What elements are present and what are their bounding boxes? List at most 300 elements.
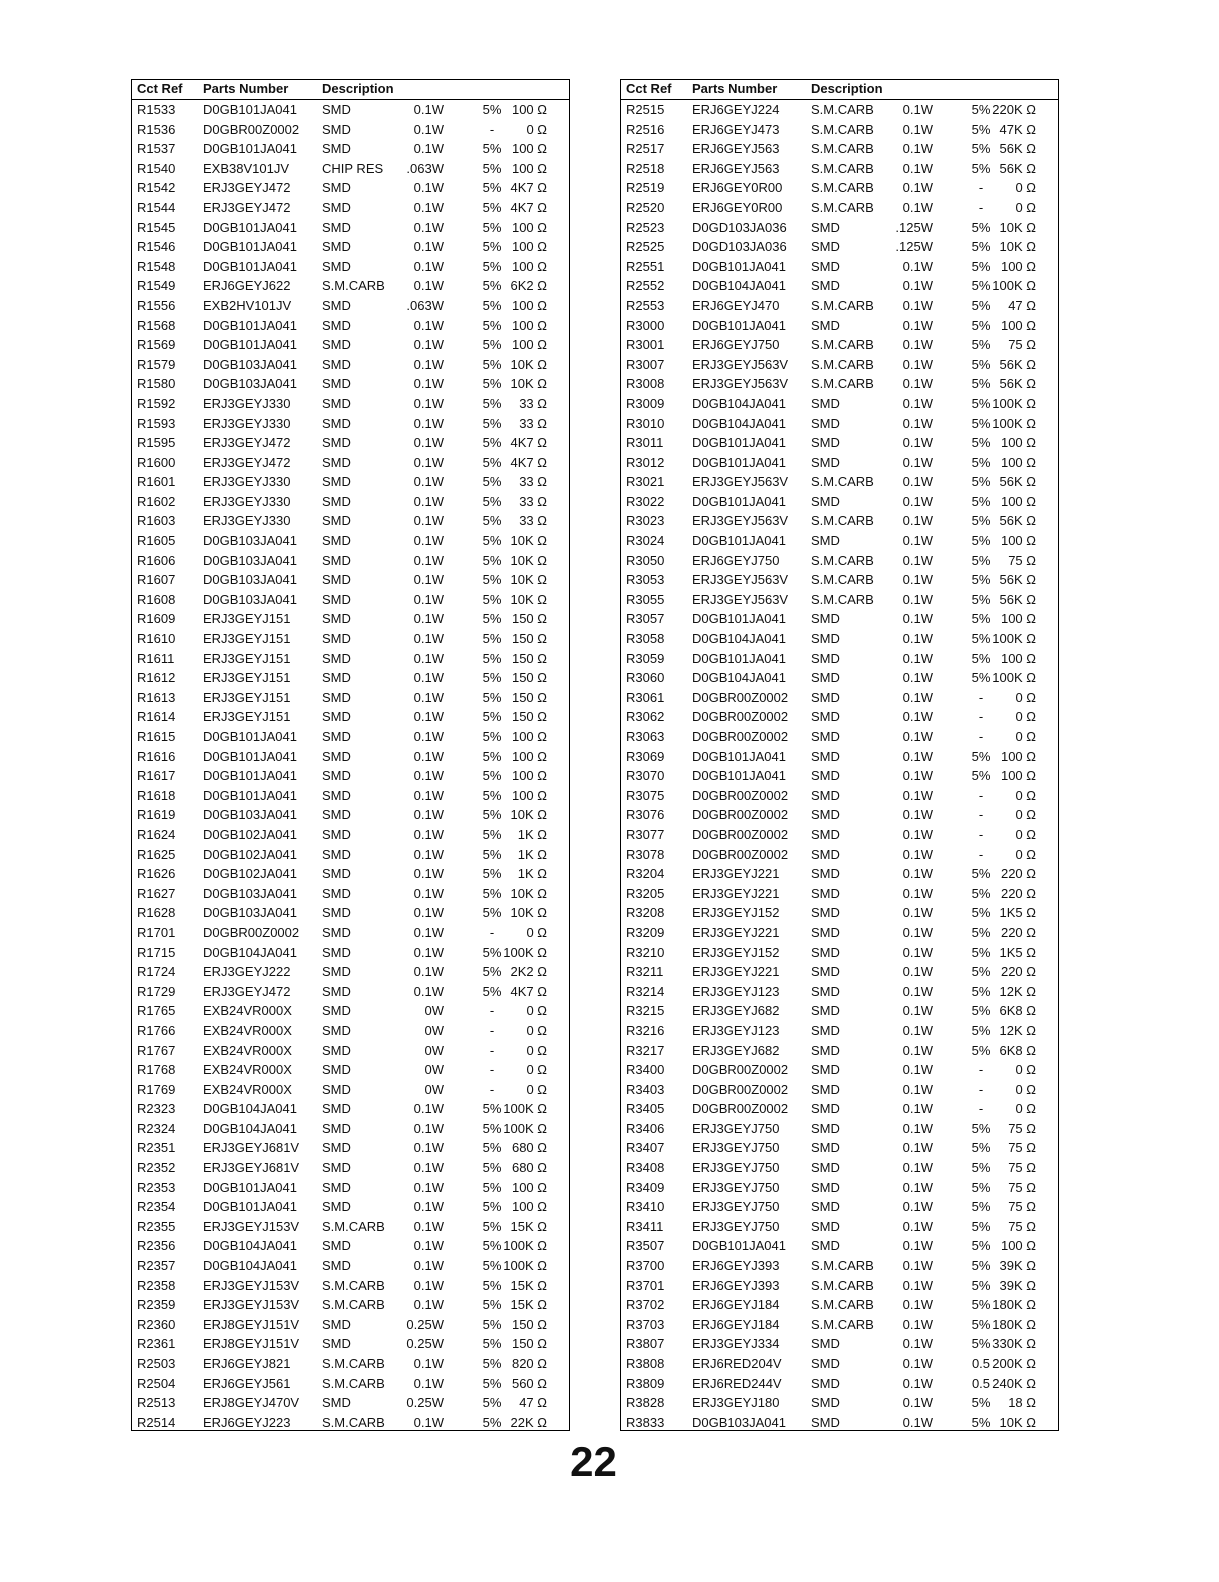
power-rating-cell: 0.1W: [902, 866, 933, 882]
tolerance-cell: 5%: [482, 552, 502, 568]
parts-number-cell: ERJ3GEYJ151: [203, 611, 291, 627]
value-cell: 200K Ω: [992, 1356, 1036, 1371]
description-cell: SMD: [322, 493, 351, 509]
tolerance-cell: 5%: [971, 1042, 991, 1058]
tolerance-cell: 5%: [971, 1022, 991, 1038]
power-rating-cell: 0.1W: [413, 415, 444, 431]
power-rating-cell: 0.25W: [406, 1316, 444, 1332]
table-row: [132, 943, 569, 963]
parts-number-cell: D0GB104JA041: [203, 1258, 297, 1274]
value-cell: 0 Ω: [526, 1003, 547, 1019]
tolerance-cell: 5%: [971, 924, 991, 940]
cct-ref-cell: R1617: [137, 768, 176, 784]
table-row: [621, 355, 1058, 375]
description-cell: SMD: [811, 395, 840, 411]
power-rating-cell: 0.1W: [902, 376, 933, 392]
table-row: [132, 982, 569, 1002]
table-row: [621, 414, 1058, 434]
value-cell: 0 Ω: [526, 1062, 547, 1078]
cct-ref-cell: R3215: [626, 1003, 665, 1019]
parts-number-cell: D0GB103JA041: [692, 1414, 786, 1430]
tolerance-cell: 5%: [971, 395, 991, 411]
cct-ref-cell: R1600: [137, 454, 176, 470]
power-rating-cell: 0.1W: [413, 513, 444, 529]
table-row: [132, 1178, 569, 1198]
tolerance-cell: -: [489, 924, 495, 940]
description-cell: SMD: [322, 1258, 351, 1274]
description-cell: SMD: [811, 611, 840, 627]
cct-ref-cell: R1613: [137, 689, 176, 705]
power-rating-cell: 0.1W: [902, 258, 933, 274]
header-cct-ref: Cct Ref: [137, 81, 183, 96]
value-cell: 47 Ω: [519, 1395, 547, 1411]
description-cell: SMD: [811, 1414, 840, 1430]
table-header: [621, 80, 1058, 100]
tolerance-cell: 5%: [971, 1336, 991, 1352]
power-rating-cell: 0.1W: [413, 121, 444, 137]
parts-number-cell: ERJ3GEYJ563V: [692, 572, 789, 588]
tolerance-cell: 5%: [482, 415, 502, 431]
tolerance-cell: 5%: [482, 611, 502, 627]
cct-ref-cell: R3828: [626, 1395, 665, 1411]
parts-number-cell: D0GBR00Z0002: [692, 689, 789, 705]
tolerance-cell: 5%: [971, 1277, 991, 1293]
value-cell: 0 Ω: [1015, 709, 1036, 725]
tolerance-cell: 5%: [482, 787, 502, 803]
table-row: [132, 316, 569, 336]
table-row: [621, 1374, 1058, 1394]
description-cell: SMD: [322, 1179, 351, 1195]
table-row: [132, 1413, 569, 1433]
table-row: [621, 472, 1058, 492]
value-cell: 0 Ω: [526, 1081, 547, 1097]
description-cell: SMD: [811, 768, 840, 784]
value-cell: 100K Ω: [503, 1258, 547, 1274]
description-cell: S.M.CARB: [811, 376, 874, 392]
parts-number-cell: ERJ3GEYJ330: [203, 493, 291, 509]
description-cell: SMD: [811, 670, 840, 686]
description-cell: SMD: [322, 1238, 351, 1254]
cct-ref-cell: R1626: [137, 866, 176, 882]
value-cell: 150 Ω: [511, 1316, 547, 1332]
description-cell: S.M.CARB: [811, 1316, 874, 1332]
table-row: [621, 492, 1058, 512]
tolerance-cell: 5%: [971, 1218, 991, 1234]
tolerance-cell: 5%: [971, 1297, 991, 1313]
description-cell: SMD: [811, 415, 840, 431]
power-rating-cell: 0.1W: [902, 1199, 933, 1215]
tolerance-cell: 5%: [971, 415, 991, 431]
power-rating-cell: 0.1W: [902, 572, 933, 588]
description-cell: SMD: [322, 102, 351, 117]
table-row: [621, 982, 1058, 1002]
tolerance-cell: 5%: [482, 1356, 502, 1371]
table-row: [132, 1158, 569, 1178]
power-rating-cell: .125W: [895, 239, 933, 255]
value-cell: 100 Ω: [511, 337, 547, 353]
cct-ref-cell: R1701: [137, 924, 176, 940]
power-rating-cell: 0.1W: [902, 1062, 933, 1078]
cct-ref-cell: R1569: [137, 337, 176, 353]
power-rating-cell: 0.1W: [902, 964, 933, 980]
table-row: [621, 649, 1058, 669]
tolerance-cell: 5%: [482, 474, 502, 490]
cct-ref-cell: R1618: [137, 787, 176, 803]
table-row: [621, 1158, 1058, 1178]
cct-ref-cell: R1611: [137, 650, 175, 666]
power-rating-cell: .063W: [406, 160, 444, 176]
table-row: [132, 1138, 569, 1158]
table-row: [621, 903, 1058, 923]
table-row: [132, 884, 569, 904]
parts-number-cell: ERJ3GEYJ180: [692, 1395, 780, 1411]
parts-number-cell: ERJ3GEYJ750: [692, 1140, 780, 1156]
power-rating-cell: 0.1W: [902, 885, 933, 901]
value-cell: 4K7 Ω: [510, 454, 547, 470]
description-cell: S.M.CARB: [322, 278, 385, 294]
cct-ref-cell: R1533: [137, 102, 176, 117]
power-rating-cell: 0.1W: [902, 650, 933, 666]
cct-ref-cell: R3400: [626, 1062, 665, 1078]
value-cell: 22K Ω: [510, 1414, 547, 1430]
description-cell: SMD: [811, 689, 840, 705]
cct-ref-cell: R1628: [137, 905, 176, 921]
description-cell: S.M.CARB: [322, 1375, 385, 1391]
parts-number-cell: D0GBR00Z0002: [692, 846, 789, 862]
table-row: [621, 139, 1058, 159]
table-row: [621, 531, 1058, 551]
description-cell: SMD: [811, 866, 840, 882]
parts-number-cell: ERJ3GEYJ334: [692, 1336, 780, 1352]
power-rating-cell: 0.1W: [902, 121, 933, 137]
table-row: [132, 688, 569, 708]
value-cell: 100 Ω: [511, 219, 547, 235]
table-row: [132, 178, 569, 198]
cct-ref-cell: R2514: [137, 1414, 176, 1430]
parts-number-cell: D0GB103JA041: [203, 533, 297, 549]
parts-number-cell: D0GB103JA041: [203, 591, 297, 607]
table-row: [621, 453, 1058, 473]
value-cell: 1K5 Ω: [999, 944, 1036, 960]
cct-ref-cell: R3408: [626, 1160, 665, 1176]
power-rating-cell: 0.1W: [902, 180, 933, 196]
description-cell: S.M.CARB: [322, 1414, 385, 1430]
power-rating-cell: 0.1W: [413, 1199, 444, 1215]
value-cell: 75 Ω: [1008, 1120, 1036, 1136]
power-rating-cell: 0.1W: [902, 1238, 933, 1254]
parts-number-cell: EXB2HV101JV: [203, 297, 292, 313]
parts-number-cell: ERJ6GEYJ184: [692, 1297, 780, 1313]
cct-ref-cell: R2553: [626, 297, 665, 313]
value-cell: 0 Ω: [1015, 846, 1036, 862]
table-row: [621, 1413, 1058, 1433]
cct-ref-cell: R3410: [626, 1199, 665, 1215]
parts-number-cell: ERJ6GEYJ563: [692, 141, 780, 157]
tolerance-cell: 0.5: [971, 1356, 991, 1371]
tolerance-cell: -: [489, 1062, 495, 1078]
cct-ref-cell: R3210: [626, 944, 665, 960]
parts-number-cell: ERJ6RED204V: [692, 1356, 782, 1371]
table-row: [621, 1295, 1058, 1315]
cct-ref-cell: R3021: [626, 474, 665, 490]
tolerance-cell: 5%: [482, 1140, 502, 1156]
power-rating-cell: 0.1W: [413, 1277, 444, 1293]
table-row: [132, 433, 569, 453]
cct-ref-cell: R3403: [626, 1081, 665, 1097]
parts-number-cell: ERJ6GEYJ393: [692, 1258, 780, 1274]
tolerance-cell: 5%: [482, 631, 502, 647]
table-row: [621, 316, 1058, 336]
description-cell: SMD: [811, 905, 840, 921]
value-cell: 56K Ω: [999, 513, 1036, 529]
value-cell: 0 Ω: [526, 1042, 547, 1058]
description-cell: SMD: [811, 1356, 840, 1371]
table-row: [132, 1236, 569, 1256]
parts-number-cell: D0GB101JA041: [692, 258, 786, 274]
power-rating-cell: 0.25W: [406, 1395, 444, 1411]
power-rating-cell: 0.1W: [902, 1081, 933, 1097]
table-row: [132, 453, 569, 473]
cct-ref-cell: R1610: [137, 631, 176, 647]
table-row: [132, 531, 569, 551]
table-row: [132, 1197, 569, 1217]
table-row: [132, 335, 569, 355]
power-rating-cell: 0.25W: [406, 1336, 444, 1352]
value-cell: 100 Ω: [511, 1179, 547, 1195]
table-row: [132, 786, 569, 806]
value-cell: 0 Ω: [526, 121, 547, 137]
cct-ref-cell: R2513: [137, 1395, 176, 1411]
header-parts-number: Parts Number: [692, 81, 778, 96]
value-cell: 1K Ω: [517, 846, 547, 862]
cct-ref-cell: R1595: [137, 435, 176, 451]
parts-number-cell: ERJ3GEYJ682: [692, 1003, 780, 1019]
parts-number-cell: ERJ3GEYJ151: [203, 631, 291, 647]
cct-ref-cell: R1715: [137, 944, 176, 960]
cct-ref-cell: R2352: [137, 1160, 176, 1176]
cct-ref-cell: R3216: [626, 1022, 665, 1038]
value-cell: 100K Ω: [503, 1238, 547, 1254]
table-row: [621, 629, 1058, 649]
cct-ref-cell: R1609: [137, 611, 176, 627]
tolerance-cell: 5%: [971, 1238, 991, 1254]
value-cell: 0 Ω: [1015, 689, 1036, 705]
parts-number-cell: ERJ6GEYJ223: [203, 1414, 291, 1430]
tolerance-cell: 5%: [971, 297, 991, 313]
description-cell: SMD: [811, 729, 840, 744]
power-rating-cell: 0W: [424, 1081, 444, 1097]
table-row: [621, 805, 1058, 825]
tolerance-cell: 5%: [971, 611, 991, 627]
parts-number-cell: ERJ3GEYJ750: [692, 1160, 780, 1176]
parts-number-cell: ERJ3GEYJ472: [203, 983, 291, 999]
header-cct-ref: Cct Ref: [626, 81, 672, 96]
table-row: [132, 609, 569, 629]
tolerance-cell: 5%: [971, 1395, 991, 1411]
description-cell: S.M.CARB: [811, 513, 874, 529]
description-cell: SMD: [322, 1062, 351, 1078]
tolerance-cell: 5%: [482, 356, 502, 372]
description-cell: SMD: [322, 611, 351, 627]
power-rating-cell: 0.1W: [902, 1356, 933, 1371]
description-cell: SMD: [322, 964, 351, 980]
value-cell: 75 Ω: [1008, 337, 1036, 353]
table-row: [621, 1119, 1058, 1139]
description-cell: SMD: [811, 435, 840, 451]
table-row: [621, 178, 1058, 198]
parts-number-cell: ERJ6GEYJ622: [203, 278, 291, 294]
value-cell: 100 Ω: [511, 297, 547, 313]
description-cell: SMD: [322, 1042, 351, 1058]
value-cell: 100 Ω: [511, 748, 547, 764]
value-cell: 10K Ω: [999, 1414, 1036, 1430]
cct-ref-cell: R3807: [626, 1336, 665, 1352]
power-rating-cell: 0.1W: [902, 768, 933, 784]
value-cell: 10K Ω: [510, 376, 547, 392]
description-cell: S.M.CARB: [811, 572, 874, 588]
parts-number-cell: D0GB104JA041: [203, 1101, 297, 1117]
value-cell: 15K Ω: [510, 1297, 547, 1313]
parts-number-cell: D0GD103JA036: [692, 219, 787, 235]
description-cell: SMD: [811, 258, 840, 274]
table-row: [132, 139, 569, 159]
parts-number-cell: ERJ6GEY0R00: [692, 180, 783, 196]
description-cell: SMD: [322, 924, 351, 940]
tolerance-cell: 5%: [482, 297, 502, 313]
power-rating-cell: 0.1W: [902, 513, 933, 529]
parts-number-cell: ERJ3GEYJ151: [203, 670, 291, 686]
cct-ref-cell: R3001: [626, 337, 665, 353]
description-cell: SMD: [811, 317, 840, 333]
parts-number-cell: D0GB101JA041: [203, 141, 297, 157]
tolerance-cell: -: [489, 1081, 495, 1097]
parts-number-cell: D0GB101JA041: [203, 787, 297, 803]
description-cell: SMD: [811, 846, 840, 862]
tolerance-cell: -: [978, 199, 984, 215]
power-rating-cell: 0.1W: [902, 944, 933, 960]
parts-number-cell: ERJ6GEY0R00: [692, 199, 783, 215]
tolerance-cell: 5%: [482, 1375, 502, 1391]
tolerance-cell: -: [489, 1003, 495, 1019]
tolerance-cell: 5%: [482, 905, 502, 921]
description-cell: SMD: [811, 631, 840, 647]
power-rating-cell: 0.1W: [413, 670, 444, 686]
value-cell: 0 Ω: [1015, 826, 1036, 842]
cct-ref-cell: R3217: [626, 1042, 665, 1058]
power-rating-cell: 0.1W: [413, 493, 444, 509]
table-row: [132, 472, 569, 492]
parts-number-cell: ERJ3GEYJ682: [692, 1042, 780, 1058]
description-cell: SMD: [322, 591, 351, 607]
tolerance-cell: 5%: [971, 768, 991, 784]
power-rating-cell: 0.1W: [413, 141, 444, 157]
value-cell: 100 Ω: [1000, 258, 1036, 274]
parts-number-cell: ERJ3GEYJ563V: [692, 356, 789, 372]
tolerance-cell: -: [978, 1101, 984, 1117]
parts-number-cell: D0GB104JA041: [692, 631, 786, 647]
cct-ref-cell: R3010: [626, 415, 665, 431]
cct-ref-cell: R1769: [137, 1081, 176, 1097]
description-cell: SMD: [811, 1375, 840, 1391]
tolerance-cell: 5%: [971, 141, 991, 157]
power-rating-cell: 0.1W: [902, 1414, 933, 1430]
tolerance-cell: 5%: [482, 1414, 502, 1430]
table-row: [132, 707, 569, 727]
power-rating-cell: 0.1W: [902, 141, 933, 157]
tolerance-cell: 5%: [482, 239, 502, 255]
description-cell: SMD: [322, 1336, 351, 1352]
parts-number-cell: D0GB103JA041: [203, 356, 297, 372]
table-row: [621, 296, 1058, 316]
description-cell: SMD: [322, 1081, 351, 1097]
cct-ref-cell: R3204: [626, 866, 665, 882]
cct-ref-cell: R1546: [137, 239, 176, 255]
table-row: [621, 120, 1058, 140]
tolerance-cell: -: [978, 689, 984, 705]
power-rating-cell: 0.1W: [902, 1120, 933, 1136]
description-cell: SMD: [811, 454, 840, 470]
cct-ref-cell: R1593: [137, 415, 176, 431]
tolerance-cell: 5%: [971, 278, 991, 294]
parts-number-cell: ERJ3GEYJ472: [203, 454, 291, 470]
description-cell: SMD: [811, 983, 840, 999]
cct-ref-cell: R3057: [626, 611, 665, 627]
parts-number-cell: D0GB104JA041: [203, 1238, 297, 1254]
parts-number-cell: D0GB101JA041: [692, 611, 786, 627]
parts-number-cell: ERJ3GEYJ563V: [692, 474, 789, 490]
cct-ref-cell: R2354: [137, 1199, 176, 1215]
parts-number-cell: ERJ3GEYJ472: [203, 199, 291, 215]
cct-ref-cell: R2515: [626, 102, 665, 117]
value-cell: 0 Ω: [1015, 787, 1036, 803]
parts-number-cell: ERJ3GEYJ472: [203, 435, 291, 451]
value-cell: 1K Ω: [517, 866, 547, 882]
tolerance-cell: -: [978, 826, 984, 842]
tolerance-cell: 5%: [482, 670, 502, 686]
value-cell: 1K Ω: [517, 826, 547, 842]
cct-ref-cell: R2503: [137, 1356, 176, 1371]
table-row: [132, 1119, 569, 1139]
description-cell: SMD: [811, 964, 840, 980]
header-parts-number: Parts Number: [203, 81, 289, 96]
value-cell: 33 Ω: [519, 395, 547, 411]
power-rating-cell: 0.1W: [413, 748, 444, 764]
value-cell: 100 Ω: [1000, 493, 1036, 509]
parts-number-cell: D0GB103JA041: [203, 905, 297, 921]
description-cell: SMD: [322, 1101, 351, 1117]
table-row: [621, 1197, 1058, 1217]
description-cell: SMD: [322, 709, 351, 725]
value-cell: 220K Ω: [992, 102, 1036, 117]
cct-ref-cell: R3214: [626, 983, 665, 999]
value-cell: 1K5 Ω: [999, 905, 1036, 921]
tolerance-cell: 5%: [482, 533, 502, 549]
parts-number-cell: D0GB104JA041: [203, 944, 297, 960]
value-cell: 0 Ω: [1015, 729, 1036, 744]
tolerance-cell: -: [978, 709, 984, 725]
power-rating-cell: 0.1W: [902, 102, 933, 117]
description-cell: S.M.CARB: [811, 199, 874, 215]
tolerance-cell: 5%: [971, 376, 991, 392]
table-row: [132, 237, 569, 257]
parts-number-cell: ERJ3GEYJ151: [203, 650, 291, 666]
power-rating-cell: 0.1W: [413, 1218, 444, 1234]
table-row: [621, 276, 1058, 296]
power-rating-cell: 0.1W: [902, 1395, 933, 1411]
table-body: [621, 100, 1058, 1432]
table-row: [621, 1060, 1058, 1080]
value-cell: 10K Ω: [510, 807, 547, 823]
